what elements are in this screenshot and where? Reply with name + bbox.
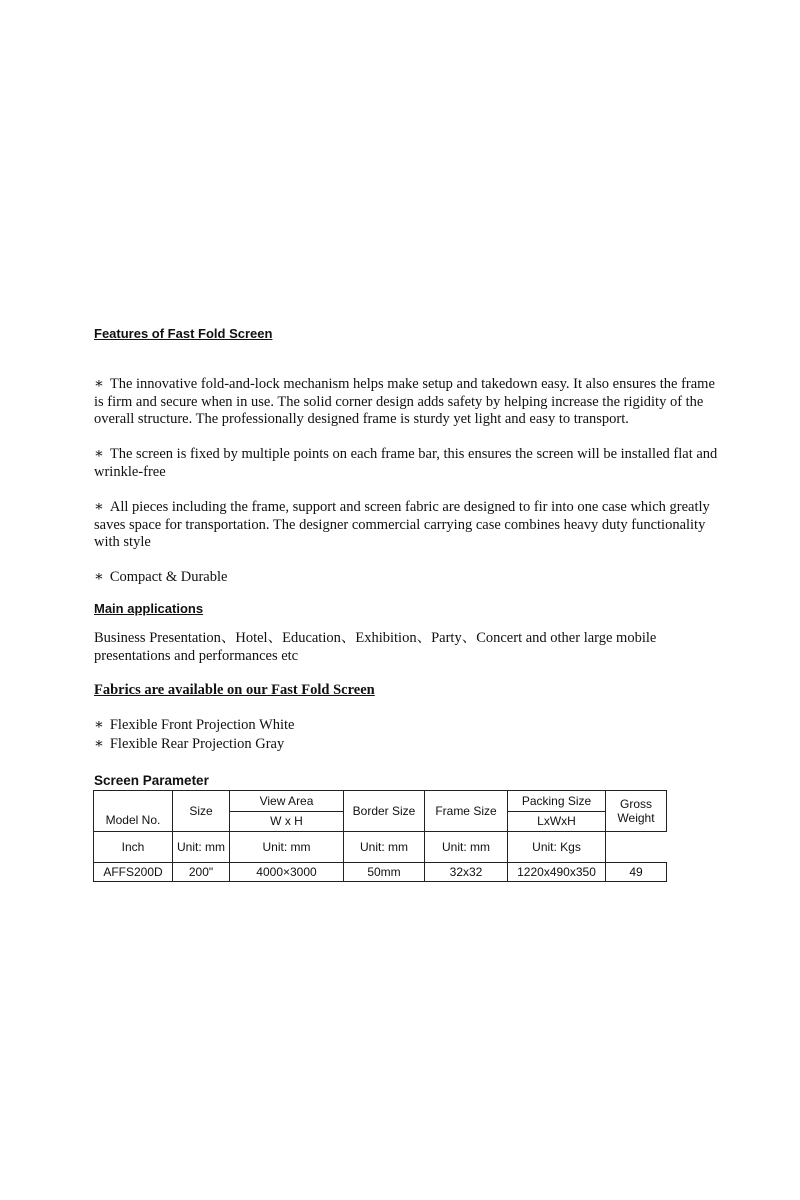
bullet-icon: ∗ — [94, 736, 104, 752]
packing-unit: Unit: mm — [425, 832, 508, 863]
view-area-unit: Unit: mm — [173, 832, 230, 863]
table-row — [94, 832, 667, 863]
feature-text: The screen is fixed by multiple points on each frame bar, this ensures the screen will be installed flat and wrinkle-free — [94, 446, 718, 480]
model-header: Model No. — [94, 791, 173, 832]
fabrics-heading: Fabrics are available on our Fast Fold Screen — [94, 682, 375, 698]
view-area-header: View Area — [230, 791, 344, 812]
feature-item-4 — [94, 569, 724, 587]
applications-heading: Main applications — [94, 601, 204, 616]
border-unit: Unit: mm — [230, 832, 344, 863]
fabric-text: Flexible Rear Projection Gray — [109, 736, 285, 752]
border-header: Border Size — [344, 791, 425, 832]
frame-value: 32x32 — [425, 863, 508, 882]
bullet-icon: ∗ — [94, 717, 104, 733]
feature-text: All pieces including the frame, support and screen fabric are designed to fir into one case which greatly saves space for transportation. The designer commercial carrying case combines heavy duty functionality with style — [94, 499, 710, 550]
table-row — [94, 863, 667, 882]
feature-text: The innovative fold-and-lock mechanism helps make setup and takedown easy. It also ensures the frame is firm and secure when in use. The solid corner design adds safety by helping increase the rigidity of the overall structure. The professionally designed frame is sturdy yet light and easy to transport. — [94, 376, 715, 427]
view-area-value: 4000×3000 — [230, 863, 344, 882]
parameters-heading: Screen Parameter — [94, 773, 209, 788]
feature-text: Compact & Durable — [109, 569, 228, 585]
weight-value: 49 — [606, 863, 667, 882]
frame-unit: Unit: mm — [344, 832, 425, 863]
packing-header: Packing Size — [508, 791, 606, 812]
table-row — [94, 791, 667, 812]
fabric-item-1 — [94, 717, 294, 734]
packing-sub: LxWxH — [508, 811, 606, 832]
parameters-table — [93, 790, 667, 882]
bullet-icon: ∗ — [94, 376, 104, 392]
view-area-sub: W x H — [230, 811, 344, 832]
size-unit: Inch — [94, 832, 173, 863]
bullet-icon: ∗ — [94, 499, 104, 515]
size-header: Size — [173, 791, 230, 832]
fabric-item-2 — [94, 736, 284, 753]
feature-item-3 — [94, 499, 724, 552]
weight-unit: Unit: Kgs — [508, 832, 606, 863]
model-value: AFFS200D — [94, 863, 173, 882]
feature-item-1 — [94, 376, 724, 429]
bullet-icon: ∗ — [94, 569, 104, 585]
size-value: 200" — [173, 863, 230, 882]
fabric-text: Flexible Front Projection White — [109, 717, 295, 733]
features-heading: Features of Fast Fold Screen — [94, 326, 273, 341]
applications-text: Business Presentation、Hotel、Education、Exhibition、Party、Concert and other large mobile presentations and performances etc — [94, 630, 657, 664]
border-value: 50mm — [344, 863, 425, 882]
packing-value: 1220x490x350 — [508, 863, 606, 882]
frame-header: Frame Size — [425, 791, 508, 832]
feature-item-2 — [94, 446, 724, 481]
weight-header: Gross Weight — [606, 791, 667, 832]
bullet-icon: ∗ — [94, 446, 104, 462]
